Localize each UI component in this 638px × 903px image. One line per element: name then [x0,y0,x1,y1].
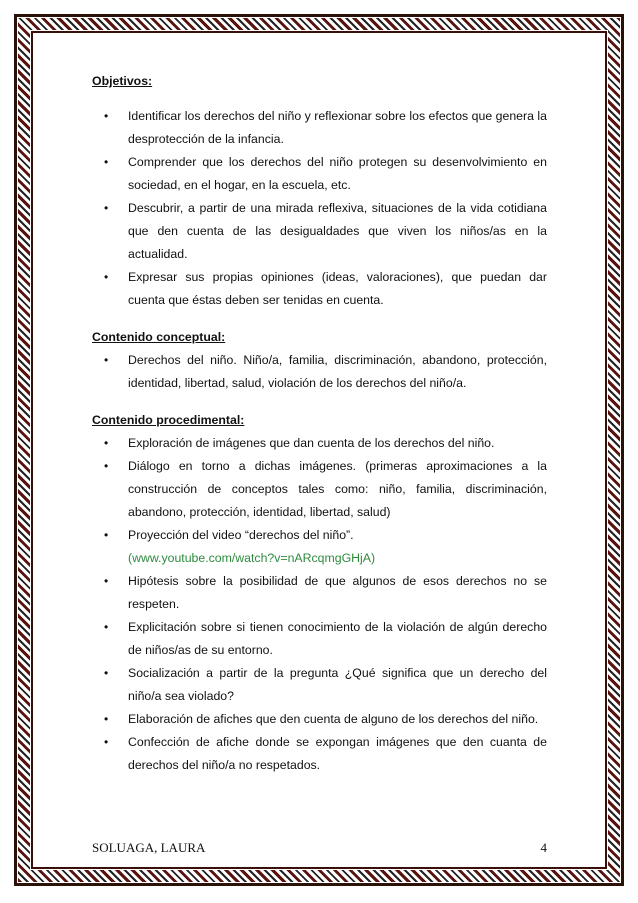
procedimental-heading: Contenido procedimental: [92,413,245,427]
list-item: • Expresar sus propias opiniones (ideas, valoraciones), que puedan dar cuenta que éstas deben ser tenidas en cuenta. [92,266,547,312]
list-item: • Comprender que los derechos del niño protegen su desenvolvimiento en sociedad, en el hogar, en la escuela, etc. [92,151,547,197]
list-item: • Proyección del video “derechos del niño”. (www.youtube.com/watch?v=nARcqmgGHjA) [92,524,547,570]
bullet-icon: • [104,528,109,542]
document-body [92,70,547,777]
conceptual-list [92,349,547,395]
video-link[interactable]: (www.youtube.com/watch?v=nARcqmgGHjA) [128,551,376,565]
procedimental-list [92,432,547,777]
bullet-icon: • [104,270,109,284]
list-item: • Identificar los derechos del niño y reflexionar sobre los efectos que genera la desprotección de la infancia. [92,105,547,151]
bullet-icon: • [104,109,109,123]
bullet-icon: • [104,436,109,450]
list-item: • Descubrir, a partir de una mirada reflexiva, situaciones de la vida cotidiana que den cuenta de las desigualdades que viven los niños/as en la actualidad. [92,197,547,266]
bullet-icon: • [104,201,109,215]
bullet-icon: • [104,735,109,749]
bullet-icon: • [104,620,109,634]
footer-author: SOLUAGA, LAURA [92,840,206,855]
objetivos-list [92,105,547,312]
bullet-icon: • [104,574,109,588]
list-item: • Diálogo en torno a dichas imágenes. (primeras aproximaciones a la construcción de conceptos tales como: niño, familia, discriminación, abandono, protección, identidad, libertad, salud) [92,455,547,524]
bullet-icon: • [104,666,109,680]
list-item: • Derechos del niño. Niño/a, familia, discriminación, abandono, protección, identidad, libertad, salud, violación de los derechos del niño/a. [92,349,547,395]
page-footer [92,840,547,856]
list-item: • Explicitación sobre si tienen conocimiento de la violación de algún derecho de niños/as de su entorno. [92,616,547,662]
list-item: • Hipótesis sobre la posibilidad de que algunos de esos derechos no se respeten. [92,570,547,616]
objetivos-heading: Objetivos: [92,74,153,88]
list-item: • Confección de afiche donde se expongan imágenes que den cuanta de derechos del niño/a no respetados. [92,731,547,777]
page-number: 4 [540,840,547,855]
list-item: • Exploración de imágenes que dan cuenta de los derechos del niño. [92,432,547,455]
bullet-icon: • [104,155,109,169]
list-item: • Elaboración de afiches que den cuenta de alguno de los derechos del niño. [92,708,547,731]
list-item: • Socialización a partir de la pregunta ¿Qué significa que un derecho del niño/a sea violado? [92,662,547,708]
conceptual-heading: Contenido conceptual: [92,330,226,344]
bullet-icon: • [104,459,109,473]
bullet-icon: • [104,353,109,367]
bullet-icon: • [104,712,109,726]
